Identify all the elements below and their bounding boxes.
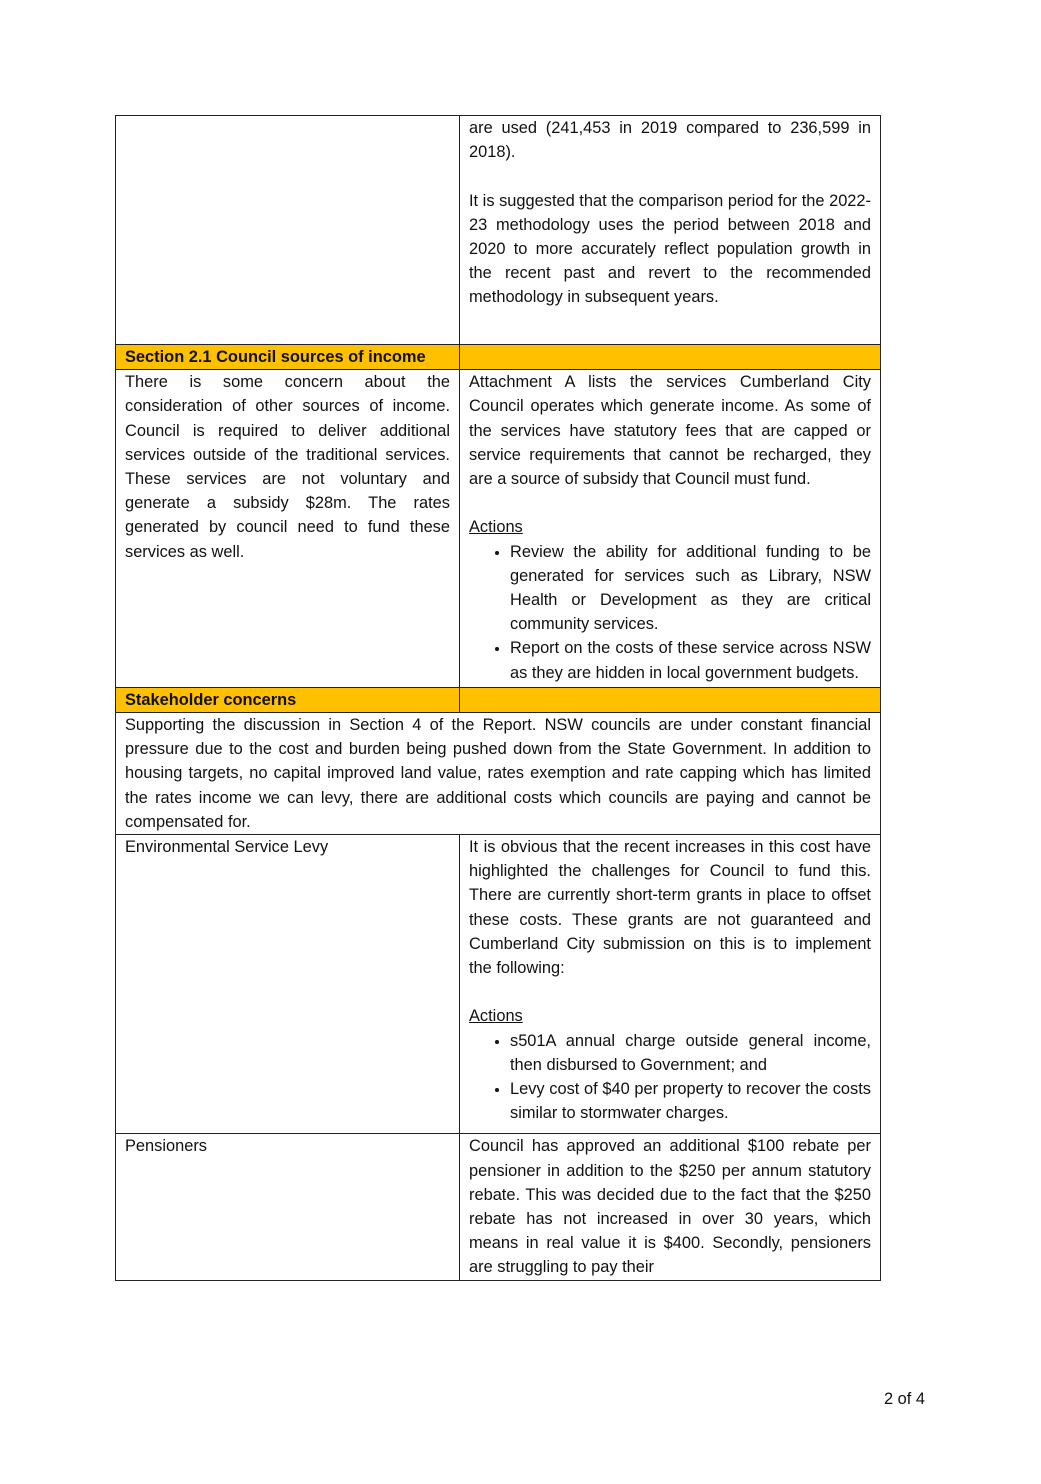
submission-table — [115, 115, 881, 1281]
page-number: 2 of 4 — [883, 1390, 925, 1408]
continuation-right-cell — [460, 116, 881, 345]
section-2-1-header-blank — [460, 345, 881, 370]
actions-heading: Actions — [469, 518, 523, 537]
table-row — [116, 1134, 881, 1280]
actions-list — [469, 540, 871, 687]
list-item: • s501A annual charge outside general income, then disbursed to Government; and — [510, 1029, 871, 1077]
continuation-left-cell — [116, 116, 460, 345]
stakeholder-concerns-header-blank — [460, 687, 881, 712]
section-header-row — [116, 345, 881, 370]
environmental-levy-text: It is obvious that the recent increases in this cost have highlighted the challenges for Council to fund this. There are currently short-term grants in place to offset these costs. These grants are not guaranteed and Cumberland City submission on this is to implement the following: — [469, 838, 871, 978]
income-concern-cell — [116, 370, 460, 688]
list-item: • Levy cost of $40 per property to recover the costs similar to stormwater charges. — [510, 1077, 871, 1125]
section-header-row — [116, 687, 881, 712]
income-concern-text: There is some concern about the consideration of other sources of income. Council is required to deliver additional services outside of the traditional services. These services are not voluntary and generate a subsidy $28m. The rates generated by council need to fund these services as well. — [125, 373, 450, 561]
pensioners-label: Pensioners — [125, 1137, 208, 1156]
actions-heading: Actions — [469, 1007, 523, 1026]
table-row — [116, 713, 881, 835]
income-response-cell — [460, 370, 881, 688]
table-row — [116, 370, 881, 688]
table-row — [116, 116, 881, 345]
stakeholder-concerns-header: Stakeholder concerns — [116, 687, 460, 712]
pensioners-response-cell — [460, 1134, 881, 1280]
stakeholder-intro-text: Supporting the discussion in Section 4 of the Report. NSW councils are under constant financial pressure due to the cost and burden being pushed down from the State Government. In addition to housing targets, no capital improved land value, rates exemption and rate capping which has limited the rates income we can levy, there are additional costs which councils are paying and cannot be compensated for. — [125, 716, 871, 831]
section-2-1-header: Section 2.1 Council sources of income — [116, 345, 460, 370]
pensioners-label-cell — [116, 1134, 460, 1280]
table-row — [116, 835, 881, 1134]
income-response-text: Attachment A lists the services Cumberland City Council operates which generate income. As some of the services have statutory fees that are capped or service requirements that cannot be recharged, they are a source of subsidy that Council must fund. — [469, 373, 871, 489]
list-item: • Report on the costs of these service across NSW as they are hidden in local government budgets. — [510, 636, 871, 684]
actions-list — [469, 1029, 871, 1134]
environmental-levy-label-cell — [116, 835, 460, 1134]
environmental-levy-label: Environmental Service Levy — [125, 838, 329, 857]
list-item: • Review the ability for additional funding to be generated for services such as Library, NSW Health or Development as they are critical community services. — [510, 540, 871, 637]
continuation-paragraph-1: are used (241,453 in 2019 compared to 236,599 in 2018). — [469, 119, 871, 162]
stakeholder-intro-cell — [116, 713, 881, 835]
environmental-levy-response-cell — [460, 835, 881, 1134]
continuation-paragraph-2: It is suggested that the comparison period for the 2022-23 methodology uses the period between 2018 and 2020 to more accurately reflect population growth in the recent past and revert to the recommended methodology in subsequent years. — [469, 191, 871, 307]
pensioners-text: Council has approved an additional $100 rebate per pensioner in addition to the $250 per annum statutory rebate. This was decided due to the fact that the $250 rebate has not increased in over 30 years, which means in real value it is $400. Secondly, pensioners are struggling to pay their — [469, 1137, 871, 1277]
